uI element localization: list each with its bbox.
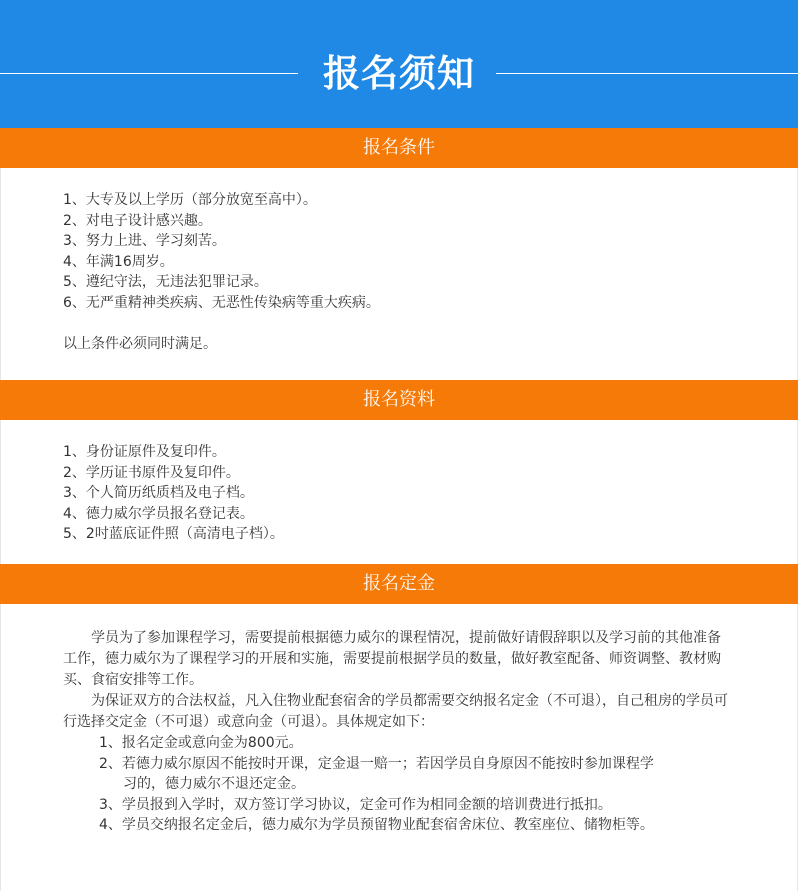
list-item: 3、努力上进、学习刻苦。: [63, 233, 226, 249]
header-divider-right: [496, 73, 798, 74]
list-item: 4、年满16周岁。: [63, 253, 174, 270]
rule-number: 4、: [99, 817, 122, 833]
section-title-materials: 报名资料: [0, 380, 798, 420]
deposit-paragraph: 学员为了参加课程学习，需要提前根据德力威尔的课程情况，提前做好请假辞职以及学习前的其他准备工作，德力威尔为了课程学习的开展和实施，需要提前根据学员的数量，做好教室配备、师资调整、教材购买、食宿安排等工作。: [63, 630, 721, 688]
section-title-deposit: 报名定金: [0, 564, 798, 604]
deposit-rule: [63, 795, 731, 816]
rule-text-continued: 习的，德力威尔不退还定金。: [123, 776, 305, 792]
conditions-box: [0, 168, 798, 380]
conditions-note: 以上条件必须同时满足。: [63, 336, 217, 352]
list-item: 1、大专及以上学历（部分放宽至高中）。: [63, 192, 317, 208]
materials-box: [0, 420, 798, 564]
rule-number: 1、: [99, 735, 122, 751]
deposit-paragraph: 为保证双方的合法权益，凡入住物业配套宿舍的学员都需要交纳报名定金（不可退），自己租房的学员可行选择交定金（不可退）或意向金（可退）。具体规定如下：: [63, 693, 728, 730]
page-title: 报名须知: [323, 52, 475, 95]
rule-text: 若德力威尔原因不能按时开课，定金退一赔一；若因学员自身原因不能按时参加课程学: [121, 755, 654, 772]
deposit-rule: [63, 754, 731, 795]
deposit-rule: [63, 815, 731, 836]
rule-number: 3、: [99, 796, 122, 813]
rule-text: 学员报到入学时，双方签订学习协议，定金可作为相同金额的培训费进行抵扣。: [121, 796, 612, 813]
rule-text: 报名定金或意向金为800元。: [121, 735, 303, 751]
list-item: 2、对电子设计感兴趣。: [63, 212, 212, 229]
list-item: 5、2吋蓝底证件照（高清电子档）。: [63, 526, 284, 542]
list-item: 6、无严重精神类疾病、无恶性传染病等重大疾病。: [63, 294, 380, 311]
list-item: 2、学历证书原件及复印件。: [63, 464, 240, 481]
section-title-conditions: 报名条件: [0, 128, 798, 168]
list-item: 1、身份证原件及复印件。: [63, 444, 226, 460]
rule-text: 学员交纳报名定金后，德力威尔为学员预留物业配套宿舍床位、教室座位、储物柜等。: [121, 817, 654, 833]
deposit-box: [0, 604, 798, 891]
list-item: 3、个人简历纸质档及电子档。: [63, 485, 254, 501]
deposit-rule: [63, 733, 731, 754]
list-item: 5、遵纪守法，无违法犯罪记录。: [63, 274, 268, 290]
page-header: [0, 0, 798, 128]
rule-number: 2、: [99, 755, 122, 772]
list-item: 4、德力威尔学员报名登记表。: [63, 505, 254, 522]
